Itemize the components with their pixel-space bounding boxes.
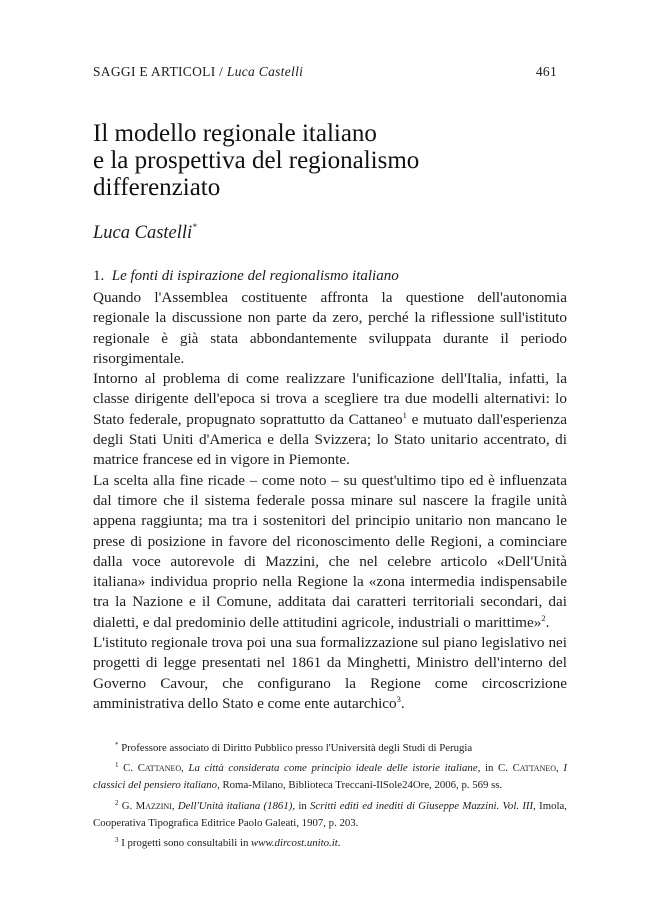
paragraph-text: Quando l'Assemblea costituente affronta la questione dell'autonomia regionale la discussione non parte da zero, perché la riflessione sull'istituto regionale è già stata abbondantemente sviluppata durante il periodo risorgimentale. xyxy=(93,289,567,367)
footnote-author: G. Mazzini xyxy=(121,799,172,812)
footnote-2 xyxy=(93,798,567,832)
paragraph xyxy=(93,633,567,714)
footnote-text: , in xyxy=(292,799,311,812)
paragraph-text: . xyxy=(400,694,405,712)
footnote-text: , Roma-Milano, Biblioteca Treccani-IlSole24Ore, 2006, p. 569 ss. xyxy=(217,779,503,792)
footnote-text: . xyxy=(337,837,341,850)
footnote-mark: * xyxy=(115,741,119,749)
header-separator: / xyxy=(215,64,227,79)
footnote-ref: 3 xyxy=(396,693,401,704)
body-text xyxy=(93,288,567,714)
footnote-work-title: La città considerata come principio ideale delle istorie italiane xyxy=(188,762,478,775)
page-number: 461 xyxy=(535,64,557,79)
running-header xyxy=(93,64,557,80)
footnote-3 xyxy=(93,835,567,852)
section-title: Le fonti di ispirazione del regionalismo italiano xyxy=(111,268,399,284)
footnote-text: , in C. xyxy=(477,762,513,775)
section-number: 1. xyxy=(93,268,105,284)
title-line-2: e la prospettiva del regionalismo xyxy=(93,147,420,174)
paragraph xyxy=(93,369,567,470)
title-line-1: Il modello regionale italiano xyxy=(93,120,377,147)
footnote-collection-title: Scritti editi ed inediti di Giuseppe Mazzini. Vol. III xyxy=(310,799,534,812)
footnote-text: , Imola, Cooperativa Tipografica Editrice Paolo Galeati, 1907, p. 203. xyxy=(93,799,567,829)
footnote-text: I progetti sono consultabili in xyxy=(118,837,252,850)
author-footnote-mark: * xyxy=(192,222,197,232)
paragraph xyxy=(93,288,567,369)
header-section: SAGGI E ARTICOLI xyxy=(93,64,216,79)
footnote-ref: 1 xyxy=(402,409,407,420)
footnote-text: Professore associato di Diritto Pubblico presso l'Università degli Studi di Perugia xyxy=(118,742,473,754)
footnotes xyxy=(93,740,567,855)
paragraph-text: e mutuato dall'esperienza degli Stati Uniti d'America e della Svizzera; lo Stato unitario accentrato, di matrice francese ed in vigore in Piemonte. xyxy=(93,410,567,469)
paragraph-text: . xyxy=(545,613,550,631)
footnote-collection-title: I classici del pensiero italiano xyxy=(93,762,567,792)
footnote-mark: 2 xyxy=(115,798,119,807)
article-author xyxy=(93,222,197,244)
paragraph-text: Intorno al problema di come realizzare l'unificazione dell'Italia, infatti, la classe dirigente dell'epoca si trova a scegliere tra due modelli alternativi: lo Stato federale, propugnato soprattutto da Cattaneo xyxy=(93,370,567,428)
footnote-1 xyxy=(93,760,567,794)
footnote-author: Cattaneo xyxy=(512,762,557,775)
footnote-mark: 3 xyxy=(115,836,119,845)
section-heading xyxy=(93,268,563,285)
paragraph xyxy=(93,471,567,633)
article-title xyxy=(93,120,563,201)
footnote-mark: 1 xyxy=(115,761,119,770)
footnote-author: C. Cattaneo xyxy=(123,762,182,775)
author-name: Luca Castelli xyxy=(93,223,193,243)
header-author: Luca Castelli xyxy=(226,64,304,79)
footnote-text: , xyxy=(556,762,564,775)
title-line-3: differenziato xyxy=(93,174,221,201)
footnote-work-title: Dell'Unità italiana (1861) xyxy=(177,799,293,812)
paragraph-text: L'istituto regionale trova poi una sua formalizzazione sul piano legislativo nei progetti di legge presentati nel 1861 da Minghetti, Ministro dell'interno del Governo Cavour, che configurano la Regione come circoscrizione amministrativa dello Stato e come ente autarchico xyxy=(93,634,567,712)
paragraph-text: La scelta alla fine ricade – come noto – su quest'ultimo tipo ed è influenzata dal timore che il sistema federale possa minare sul nascere la fragile unità appena raggiunta; ma tra i sostenitori del principio unitario non mancano le prese di posizione in favore del riconoscimento delle Regioni, a cominciare dalla voce autorevole di Mazzini, che nel celebre articolo «Dell'Unità italiana» individua proprio nella Regione la «zona intermedia indispensabile tra la Nazione e il Comune, additata dai caratteri territoriali secondari, dai dialetti, e dal predominio delle attitudini agricole, industriali o marittime» xyxy=(93,471,567,631)
footnote-star xyxy=(93,740,567,757)
footnote-text: , xyxy=(181,762,189,775)
footnote-url: www.dircost.unito.it xyxy=(251,837,338,850)
footnote-text: , xyxy=(171,799,178,812)
footnote-ref: 2 xyxy=(541,612,546,623)
